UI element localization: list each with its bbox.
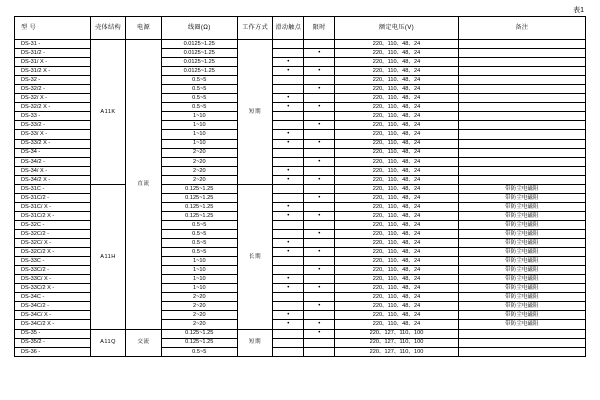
cell-model: DS-31C/2 X - <box>15 211 91 220</box>
cell-volt: 220、127、110、100 <box>335 338 458 347</box>
cell-model: DS-34C/ X - <box>15 311 91 320</box>
cell-coil: 1~10 <box>161 266 237 275</box>
cell-slide: • <box>273 211 304 220</box>
cell-note: 带防尘电磁阻 <box>458 311 585 320</box>
table-body <box>15 40 586 357</box>
cell-limit <box>304 40 335 49</box>
cell-note <box>458 139 585 148</box>
table-row <box>15 184 586 193</box>
cell-volt: 220、110、48、24 <box>335 266 458 275</box>
cell-limit <box>304 293 335 302</box>
header-slide: 滑动触点 <box>273 17 304 40</box>
cell-slide <box>273 193 304 202</box>
cell-model: DS-34/ X - <box>15 166 91 175</box>
cell-note <box>458 103 585 112</box>
cell-limit <box>304 166 335 175</box>
cell-work: 短期 <box>237 329 272 356</box>
cell-note: 带防尘电磁阻 <box>458 239 585 248</box>
cell-volt: 220、127、110、100 <box>335 329 458 338</box>
cell-volt: 220、110、48、24 <box>335 148 458 157</box>
cell-note <box>458 85 585 94</box>
cell-slide <box>273 148 304 157</box>
cell-volt: 220、110、48、24 <box>335 302 458 311</box>
cell-volt: 220、110、48、24 <box>335 130 458 139</box>
cell-volt: 220、110、48、24 <box>335 257 458 266</box>
cell-model: DS-33C/ X - <box>15 275 91 284</box>
cell-model: DS-35/2 - <box>15 338 91 347</box>
cell-volt: 220、110、48、24 <box>335 311 458 320</box>
cell-model: DS-32/2 X - <box>15 103 91 112</box>
cell-model: DS-32/ X - <box>15 94 91 103</box>
cell-note <box>458 49 585 58</box>
cell-note <box>458 166 585 175</box>
cell-slide: • <box>273 202 304 211</box>
cell-note <box>458 157 585 166</box>
cell-model: DS-33/ X - <box>15 130 91 139</box>
cell-slide: • <box>273 175 304 184</box>
cell-limit: • <box>304 284 335 293</box>
cell-note: 带防尘电磁阻 <box>458 211 585 220</box>
cell-coil: 0.5~5 <box>161 220 237 229</box>
cell-model: DS-32/2 - <box>15 85 91 94</box>
cell-volt: 220、110、48、24 <box>335 40 458 49</box>
cell-coil: 0.125~1.25 <box>161 184 237 193</box>
cell-limit: • <box>304 211 335 220</box>
cell-note <box>458 94 585 103</box>
cell-struct: A11Q <box>90 329 125 356</box>
cell-volt: 220、127、110、100 <box>335 347 458 356</box>
cell-work: 长期 <box>237 184 272 329</box>
cell-coil: 2~20 <box>161 166 237 175</box>
cell-slide: • <box>273 311 304 320</box>
cell-note: 带防尘电磁阻 <box>458 257 585 266</box>
cell-limit: • <box>304 157 335 166</box>
cell-limit: • <box>304 302 335 311</box>
cell-limit <box>304 112 335 121</box>
cell-coil: 0.0125~1.25 <box>161 40 237 49</box>
table-row <box>15 40 586 49</box>
cell-limit: • <box>304 329 335 338</box>
header-model: 型 号 <box>15 17 91 40</box>
cell-slide <box>273 121 304 130</box>
cell-coil: 0.5~5 <box>161 94 237 103</box>
cell-limit <box>304 220 335 229</box>
cell-coil: 1~10 <box>161 257 237 266</box>
cell-slide: • <box>273 58 304 67</box>
cell-coil: 0.125~1.25 <box>161 211 237 220</box>
cell-model: DS-36 - <box>15 347 91 356</box>
cell-model: DS-33C/2 X - <box>15 284 91 293</box>
cell-volt: 220、110、48、24 <box>335 175 458 184</box>
cell-coil: 0.5~5 <box>161 76 237 85</box>
cell-volt: 220、110、48、24 <box>335 229 458 238</box>
cell-slide <box>273 49 304 58</box>
cell-limit: • <box>304 248 335 257</box>
cell-coil: 0.125~1.25 <box>161 202 237 211</box>
cell-coil: 2~20 <box>161 148 237 157</box>
cell-coil: 1~10 <box>161 284 237 293</box>
cell-coil: 2~20 <box>161 320 237 329</box>
cell-volt: 220、110、48、24 <box>335 220 458 229</box>
cell-note <box>458 329 585 338</box>
cell-model: DS-33/2 X - <box>15 139 91 148</box>
cell-slide <box>273 329 304 338</box>
cell-model: DS-32 - <box>15 76 91 85</box>
cell-model: DS-33C - <box>15 257 91 266</box>
cell-note: 带防尘电磁阻 <box>458 302 585 311</box>
cell-coil: 0.5~5 <box>161 85 237 94</box>
cell-slide <box>273 184 304 193</box>
header-power: 电源 <box>126 17 161 40</box>
cell-coil: 0.5~5 <box>161 248 237 257</box>
cell-coil: 0.125~1.25 <box>161 329 237 338</box>
cell-note: 带防尘电磁阻 <box>458 266 585 275</box>
cell-coil: 0.0125~1.25 <box>161 58 237 67</box>
cell-note <box>458 40 585 49</box>
cell-model: DS-31/2 - <box>15 49 91 58</box>
cell-model: DS-35 - <box>15 329 91 338</box>
cell-note <box>458 112 585 121</box>
cell-volt: 220、110、48、24 <box>335 239 458 248</box>
cell-volt: 220、110、48、24 <box>335 248 458 257</box>
cell-slide <box>273 40 304 49</box>
cell-limit <box>304 275 335 284</box>
cell-limit <box>304 347 335 356</box>
cell-limit <box>304 184 335 193</box>
cell-coil: 0.0125~1.25 <box>161 67 237 76</box>
cell-note <box>458 67 585 76</box>
sheet-label: 表1 <box>573 7 584 14</box>
cell-limit <box>304 148 335 157</box>
cell-volt: 220、110、48、24 <box>335 293 458 302</box>
cell-coil: 0.5~5 <box>161 229 237 238</box>
cell-limit: • <box>304 266 335 275</box>
cell-model: DS-31/2 X - <box>15 67 91 76</box>
cell-slide <box>273 85 304 94</box>
cell-slide: • <box>273 248 304 257</box>
cell-note: 带防尘电磁阻 <box>458 275 585 284</box>
cell-limit <box>304 202 335 211</box>
table-header-row <box>15 17 586 40</box>
cell-volt: 220、110、48、24 <box>335 112 458 121</box>
cell-slide <box>273 112 304 121</box>
cell-slide <box>273 293 304 302</box>
cell-coil: 1~10 <box>161 121 237 130</box>
cell-coil: 2~20 <box>161 175 237 184</box>
cell-limit <box>304 94 335 103</box>
cell-note: 带防尘电磁阻 <box>458 220 585 229</box>
cell-volt: 220、110、48、24 <box>335 202 458 211</box>
cell-volt: 220、110、48、24 <box>335 211 458 220</box>
table-head <box>15 17 586 40</box>
header-limit: 限时 <box>304 17 335 40</box>
cell-volt: 220、110、48、24 <box>335 139 458 148</box>
cell-note <box>458 175 585 184</box>
cell-note: 带防尘电磁阻 <box>458 248 585 257</box>
cell-power: 交流 <box>126 329 161 356</box>
cell-note: 带防尘电磁阻 <box>458 293 585 302</box>
cell-coil: 0.125~1.25 <box>161 193 237 202</box>
cell-limit: • <box>304 139 335 148</box>
cell-model: DS-31C/2 - <box>15 193 91 202</box>
cell-limit: • <box>304 49 335 58</box>
cell-limit <box>304 76 335 85</box>
cell-note: 带防尘电磁阻 <box>458 284 585 293</box>
cell-volt: 220、110、48、24 <box>335 103 458 112</box>
cell-slide <box>273 266 304 275</box>
cell-model: DS-33 - <box>15 112 91 121</box>
cell-volt: 220、110、48、24 <box>335 284 458 293</box>
cell-limit: • <box>304 193 335 202</box>
cell-coil: 1~10 <box>161 275 237 284</box>
cell-slide <box>273 347 304 356</box>
cell-volt: 220、110、48、24 <box>335 275 458 284</box>
cell-limit: • <box>304 229 335 238</box>
cell-slide <box>273 220 304 229</box>
cell-slide: • <box>273 94 304 103</box>
cell-coil: 1~10 <box>161 130 237 139</box>
cell-slide <box>273 76 304 85</box>
header-struct: 壳体结构 <box>90 17 125 40</box>
cell-slide <box>273 229 304 238</box>
cell-limit <box>304 58 335 67</box>
cell-volt: 220、110、48、24 <box>335 49 458 58</box>
cell-limit: • <box>304 67 335 76</box>
cell-slide: • <box>273 130 304 139</box>
table-row <box>15 329 586 338</box>
cell-slide: • <box>273 103 304 112</box>
cell-volt: 220、110、48、24 <box>335 184 458 193</box>
cell-power: 直流 <box>126 40 161 330</box>
spec-table <box>14 16 586 357</box>
cell-model: DS-34 - <box>15 148 91 157</box>
cell-volt: 220、110、48、24 <box>335 320 458 329</box>
cell-note: 带防尘电磁阻 <box>458 184 585 193</box>
cell-volt: 220、110、48、24 <box>335 157 458 166</box>
cell-note <box>458 338 585 347</box>
cell-coil: 2~20 <box>161 157 237 166</box>
cell-struct: A11H <box>90 184 125 329</box>
cell-coil: 0.5~5 <box>161 239 237 248</box>
cell-note: 带防尘电磁阻 <box>458 229 585 238</box>
cell-limit <box>304 130 335 139</box>
cell-coil: 0.0125~1.25 <box>161 49 237 58</box>
cell-model: DS-32C/ X - <box>15 239 91 248</box>
header-note: 备注 <box>458 17 585 40</box>
cell-volt: 220、110、48、24 <box>335 67 458 76</box>
cell-coil: 0.5~5 <box>161 347 237 356</box>
cell-note <box>458 130 585 139</box>
cell-struct: A11K <box>90 40 125 185</box>
cell-volt: 220、110、48、24 <box>335 76 458 85</box>
cell-note: 带防尘电磁阻 <box>458 320 585 329</box>
cell-coil: 2~20 <box>161 293 237 302</box>
cell-coil: 0.125~1.25 <box>161 338 237 347</box>
cell-model: DS-33/2 - <box>15 121 91 130</box>
cell-coil: 0.5~5 <box>161 103 237 112</box>
cell-limit: • <box>304 103 335 112</box>
cell-note <box>458 347 585 356</box>
cell-model: DS-33C/2 - <box>15 266 91 275</box>
cell-note: 带防尘电磁阻 <box>458 202 585 211</box>
cell-model: DS-34C/2 X - <box>15 320 91 329</box>
cell-slide: • <box>273 275 304 284</box>
cell-coil: 2~20 <box>161 302 237 311</box>
cell-slide: • <box>273 67 304 76</box>
cell-slide: • <box>273 139 304 148</box>
cell-limit: • <box>304 121 335 130</box>
cell-volt: 220、110、48、24 <box>335 85 458 94</box>
cell-note <box>458 148 585 157</box>
cell-volt: 220、110、48、24 <box>335 193 458 202</box>
cell-model: DS-34/2 - <box>15 157 91 166</box>
cell-slide: • <box>273 320 304 329</box>
cell-note <box>458 58 585 67</box>
cell-volt: 220、110、48、24 <box>335 58 458 67</box>
cell-limit: • <box>304 175 335 184</box>
header-coil: 线圈(Ω) <box>161 17 237 40</box>
cell-note <box>458 76 585 85</box>
cell-model: DS-32C - <box>15 220 91 229</box>
cell-limit: • <box>304 85 335 94</box>
cell-limit <box>304 311 335 320</box>
cell-model: DS-31C - <box>15 184 91 193</box>
cell-model: DS-31C/ X - <box>15 202 91 211</box>
cell-model: DS-31 - <box>15 40 91 49</box>
cell-coil: 1~10 <box>161 112 237 121</box>
cell-coil: 2~20 <box>161 311 237 320</box>
cell-model: DS-32C/2 - <box>15 229 91 238</box>
header-volt: 额定电压(V) <box>335 17 458 40</box>
cell-limit <box>304 338 335 347</box>
cell-model: DS-34C - <box>15 293 91 302</box>
cell-limit: • <box>304 320 335 329</box>
cell-coil: 1~10 <box>161 139 237 148</box>
header-work: 工作方式 <box>237 17 272 40</box>
cell-slide: • <box>273 166 304 175</box>
cell-volt: 220、110、48、24 <box>335 121 458 130</box>
cell-model: DS-34/2 X - <box>15 175 91 184</box>
cell-note: 带防尘电磁阻 <box>458 193 585 202</box>
cell-volt: 220、110、48、24 <box>335 94 458 103</box>
cell-limit <box>304 239 335 248</box>
cell-slide: • <box>273 284 304 293</box>
cell-volt: 220、110、48、24 <box>335 166 458 175</box>
cell-model: DS-32C/2 X - <box>15 248 91 257</box>
cell-slide: • <box>273 239 304 248</box>
cell-slide <box>273 338 304 347</box>
cell-limit <box>304 257 335 266</box>
cell-slide <box>273 257 304 266</box>
cell-model: DS-31/ X - <box>15 58 91 67</box>
cell-work: 短期 <box>237 40 272 185</box>
cell-model: DS-34C/2 - <box>15 302 91 311</box>
cell-slide <box>273 157 304 166</box>
cell-slide <box>273 302 304 311</box>
cell-note <box>458 121 585 130</box>
